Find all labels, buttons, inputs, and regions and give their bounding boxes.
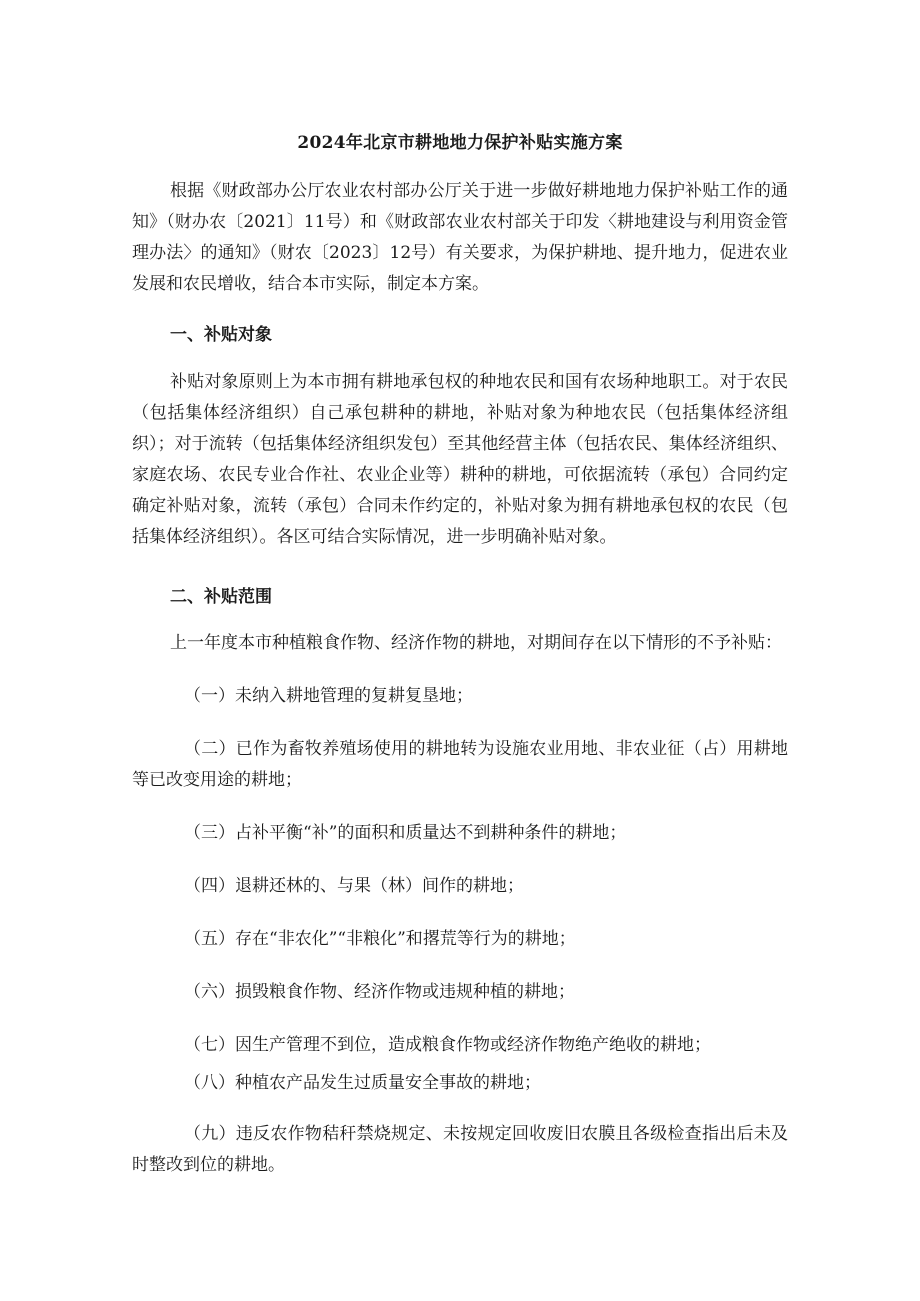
exclusion-item: （二）已作为畜牧养殖场使用的耕地转为设施农业用地、非农业征（占）用耕地等已改变用途的耕地； — [132, 739, 788, 790]
section-heading-subsidy-scope: 二、补贴范围 — [170, 587, 272, 607]
exclusion-item: （四）退耕还林的、与果（林）间作的耕地； — [184, 876, 524, 896]
exclusion-item: （五）存在“非农化”“非粮化”和撂荒等行为的耕地； — [184, 929, 576, 949]
exclusion-item: （三）占补平衡“补”的面积和质量达不到耕种条件的耕地； — [184, 823, 627, 843]
intro-paragraph: 根据《财政部办公厅农业农村部办公厅关于进一步做好耕地地力保护补贴工作的通知》（财办农〔2021〕11号）和《财政部农业农村部关于印发〈耕地建设与利用资金管理办法〉的通知》（财农〔2023〕12号）有关要求，为保护耕地、提升地力，促进农业发展和农民增收，结合本市实际，制定本方案。 — [132, 181, 788, 294]
section-heading-subsidy-target: 一、补贴对象 — [170, 325, 272, 345]
subsidy-scope-paragraph: 上一年度本市种植粮食作物、经济作物的耕地，对期间存在以下情形的不予补贴： — [170, 633, 782, 653]
document-title: 2024年北京市耕地地力保护补贴实施方案 — [297, 133, 623, 153]
exclusion-item: （七）因生产管理不到位，造成粮食作物或经济作物绝产绝收的耕地； — [184, 1035, 711, 1055]
subsidy-target-paragraph: 补贴对象原则上为本市拥有耕地承包权的种地农民和国有农场种地职工。对于农民（包括集体经济组织）自己承包耕种的耕地，补贴对象为种地农民（包括集体经济组织）；对于流转（包括集体经济组织发包）至其他经营主体（包括农民、集体经济组织、家庭农场、农民专业合作社、农业企业等）耕种的耕地，可依据流转（承包）合同约定确定补贴对象，流转（承包）合同未作约定的，补贴对象为拥有耕地承包权的农民（包括集体经济组织）。各区可结合实际情况，进一步明确补贴对象。 — [132, 372, 788, 547]
exclusion-item: （九）违反农作物秸秆禁烧规定、未按规定回收废旧农膜且各级检查指出后未及时整改到位的耕地。 — [132, 1124, 788, 1175]
exclusion-item: （一）未纳入耕地管理的复耕复垦地； — [184, 686, 473, 706]
exclusion-item: （八）种植农产品发生过质量安全事故的耕地； — [184, 1073, 541, 1093]
exclusion-item: （六）损毁粮食作物、经济作物或违规种植的耕地； — [184, 982, 575, 1002]
